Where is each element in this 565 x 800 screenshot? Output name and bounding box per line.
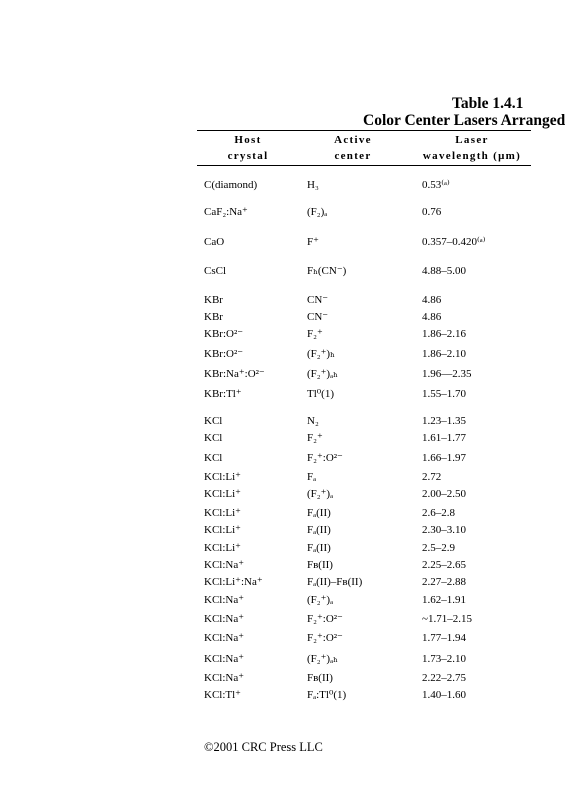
- laser-wavelength-cell: 1.55–1.70: [422, 388, 466, 400]
- laser-wavelength-cell: 2.6–2.8: [422, 507, 455, 519]
- active-center-cell: F⁺: [307, 236, 319, 248]
- header-center-line1: Active: [334, 134, 372, 146]
- host-crystal-cell: KCl:Li⁺: [204, 488, 241, 500]
- laser-wavelength-cell: 1.23–1.35: [422, 415, 466, 427]
- active-center-cell: F₂⁺:O²⁻: [307, 632, 343, 644]
- host-crystal-cell: CaF₂:Na⁺: [204, 206, 248, 218]
- laser-wavelength-cell: 0.53⁽ᵃ⁾: [422, 179, 450, 191]
- table-top-rule: [197, 130, 531, 131]
- laser-wavelength-cell: 1.62–1.91: [422, 594, 466, 606]
- laser-wavelength-cell: 4.86: [422, 294, 442, 306]
- active-center-cell: Fₐ:Tl⁰(1): [307, 689, 347, 701]
- header-wavelength-line2: wavelength (μm): [422, 150, 522, 162]
- active-center-cell: (F₂)ₐ: [307, 206, 328, 218]
- host-crystal-cell: CsCl: [204, 265, 227, 277]
- host-crystal-cell: KCl:Na⁺: [204, 672, 245, 684]
- active-center-cell: (F₂⁺)ₕ: [307, 348, 335, 360]
- header-wavelength-line1: Laser: [455, 134, 489, 146]
- header-center-line2: center: [334, 150, 372, 162]
- host-crystal-cell: C(diamond): [204, 179, 258, 191]
- active-center-cell: (F₂⁺)ₐₕ: [307, 653, 338, 665]
- laser-wavelength-cell: 2.25–2.65: [422, 559, 466, 571]
- host-crystal-cell: KCl: [204, 452, 223, 464]
- host-crystal-cell: KBr: [204, 311, 223, 323]
- laser-wavelength-cell: 1.40–1.60: [422, 689, 466, 701]
- laser-wavelength-cell: 1.96—2.35: [422, 368, 472, 380]
- host-crystal-cell: KBr:Tl⁺: [204, 388, 242, 400]
- host-crystal-cell: KCl:Na⁺: [204, 594, 245, 606]
- host-crystal-cell: KCl:Tl⁺: [204, 689, 241, 701]
- active-center-cell: Fʙ(II): [307, 672, 333, 684]
- laser-wavelength-cell: 1.66–1.97: [422, 452, 466, 464]
- host-crystal-cell: KCl:Li⁺: [204, 471, 241, 483]
- host-crystal-cell: KCl:Na⁺: [204, 653, 245, 665]
- active-center-cell: F₂⁺: [307, 328, 323, 340]
- laser-wavelength-cell: 2.22–2.75: [422, 672, 466, 684]
- laser-wavelength-cell: 2.5–2.9: [422, 542, 455, 554]
- laser-wavelength-cell: 1.73–2.10: [422, 653, 466, 665]
- laser-wavelength-cell: 2.72: [422, 471, 442, 483]
- laser-wavelength-cell: 4.86: [422, 311, 442, 323]
- host-crystal-cell: KCl:Na⁺: [204, 632, 245, 644]
- host-crystal-cell: KCl:Na⁺: [204, 559, 245, 571]
- table-header-rule: [197, 165, 531, 166]
- active-center-cell: Fₐ(II): [307, 542, 331, 554]
- laser-wavelength-cell: 1.86–2.10: [422, 348, 466, 360]
- host-crystal-cell: KBr:Na⁺:O²⁻: [204, 368, 265, 380]
- table-title-number: Table 1.4.1: [452, 95, 524, 112]
- active-center-cell: F₂⁺:O²⁻: [307, 613, 343, 625]
- active-center-cell: Fₕ(CN⁻): [307, 265, 347, 277]
- host-crystal-cell: KCl: [204, 432, 223, 444]
- active-center-cell: F₂⁺: [307, 432, 323, 444]
- active-center-cell: (F₂⁺)ₐₕ: [307, 368, 338, 380]
- laser-wavelength-cell: 2.27–2.88: [422, 576, 466, 588]
- laser-wavelength-cell: ~1.71–2.15: [422, 613, 472, 625]
- copyright-footer: ©2001 CRC Press LLC: [204, 740, 323, 754]
- active-center-cell: N₂: [307, 415, 319, 427]
- laser-wavelength-cell: 1.77–1.94: [422, 632, 466, 644]
- host-crystal-cell: KCl:Na⁺: [204, 613, 245, 625]
- laser-wavelength-cell: 1.86–2.16: [422, 328, 466, 340]
- host-crystal-cell: CaO: [204, 236, 225, 248]
- host-crystal-cell: KCl:Li⁺:Na⁺: [204, 576, 263, 588]
- header-host-line1: Host: [234, 134, 262, 146]
- laser-wavelength-cell: 2.30–3.10: [422, 524, 466, 536]
- active-center-cell: F₂⁺:O²⁻: [307, 452, 343, 464]
- host-crystal-cell: KCl: [204, 415, 223, 427]
- host-crystal-cell: KBr: [204, 294, 223, 306]
- active-center-cell: Fₐ: [307, 471, 317, 483]
- host-crystal-cell: KCl:Li⁺: [204, 524, 241, 536]
- laser-wavelength-cell: 0.357–0.420⁽ᵃ⁾: [422, 236, 486, 248]
- active-center-cell: CN⁻: [307, 294, 329, 306]
- laser-wavelength-cell: 1.61–1.77: [422, 432, 466, 444]
- host-crystal-cell: KCl:Li⁺: [204, 542, 241, 554]
- active-center-cell: Fₐ(II)–Fʙ(II): [307, 576, 363, 588]
- table-title-caption: Color Center Lasers Arranged: [363, 112, 565, 129]
- active-center-cell: H₃: [307, 179, 319, 191]
- laser-wavelength-cell: 0.76: [422, 206, 442, 218]
- laser-wavelength-cell: 2.00–2.50: [422, 488, 466, 500]
- active-center-cell: Fʙ(II): [307, 559, 333, 571]
- host-crystal-cell: KBr:O²⁻: [204, 328, 244, 340]
- active-center-cell: CN⁻: [307, 311, 329, 323]
- header-host-line2: crystal: [227, 150, 269, 162]
- active-center-cell: (F₂⁺)ₐ: [307, 594, 334, 606]
- active-center-cell: Fₐ(II): [307, 507, 331, 519]
- host-crystal-cell: KCl:Li⁺: [204, 507, 241, 519]
- active-center-cell: Tl⁰(1): [307, 388, 335, 400]
- active-center-cell: Fₐ(II): [307, 524, 331, 536]
- host-crystal-cell: KBr:O²⁻: [204, 348, 244, 360]
- laser-wavelength-cell: 4.88–5.00: [422, 265, 466, 277]
- active-center-cell: (F₂⁺)ₐ: [307, 488, 334, 500]
